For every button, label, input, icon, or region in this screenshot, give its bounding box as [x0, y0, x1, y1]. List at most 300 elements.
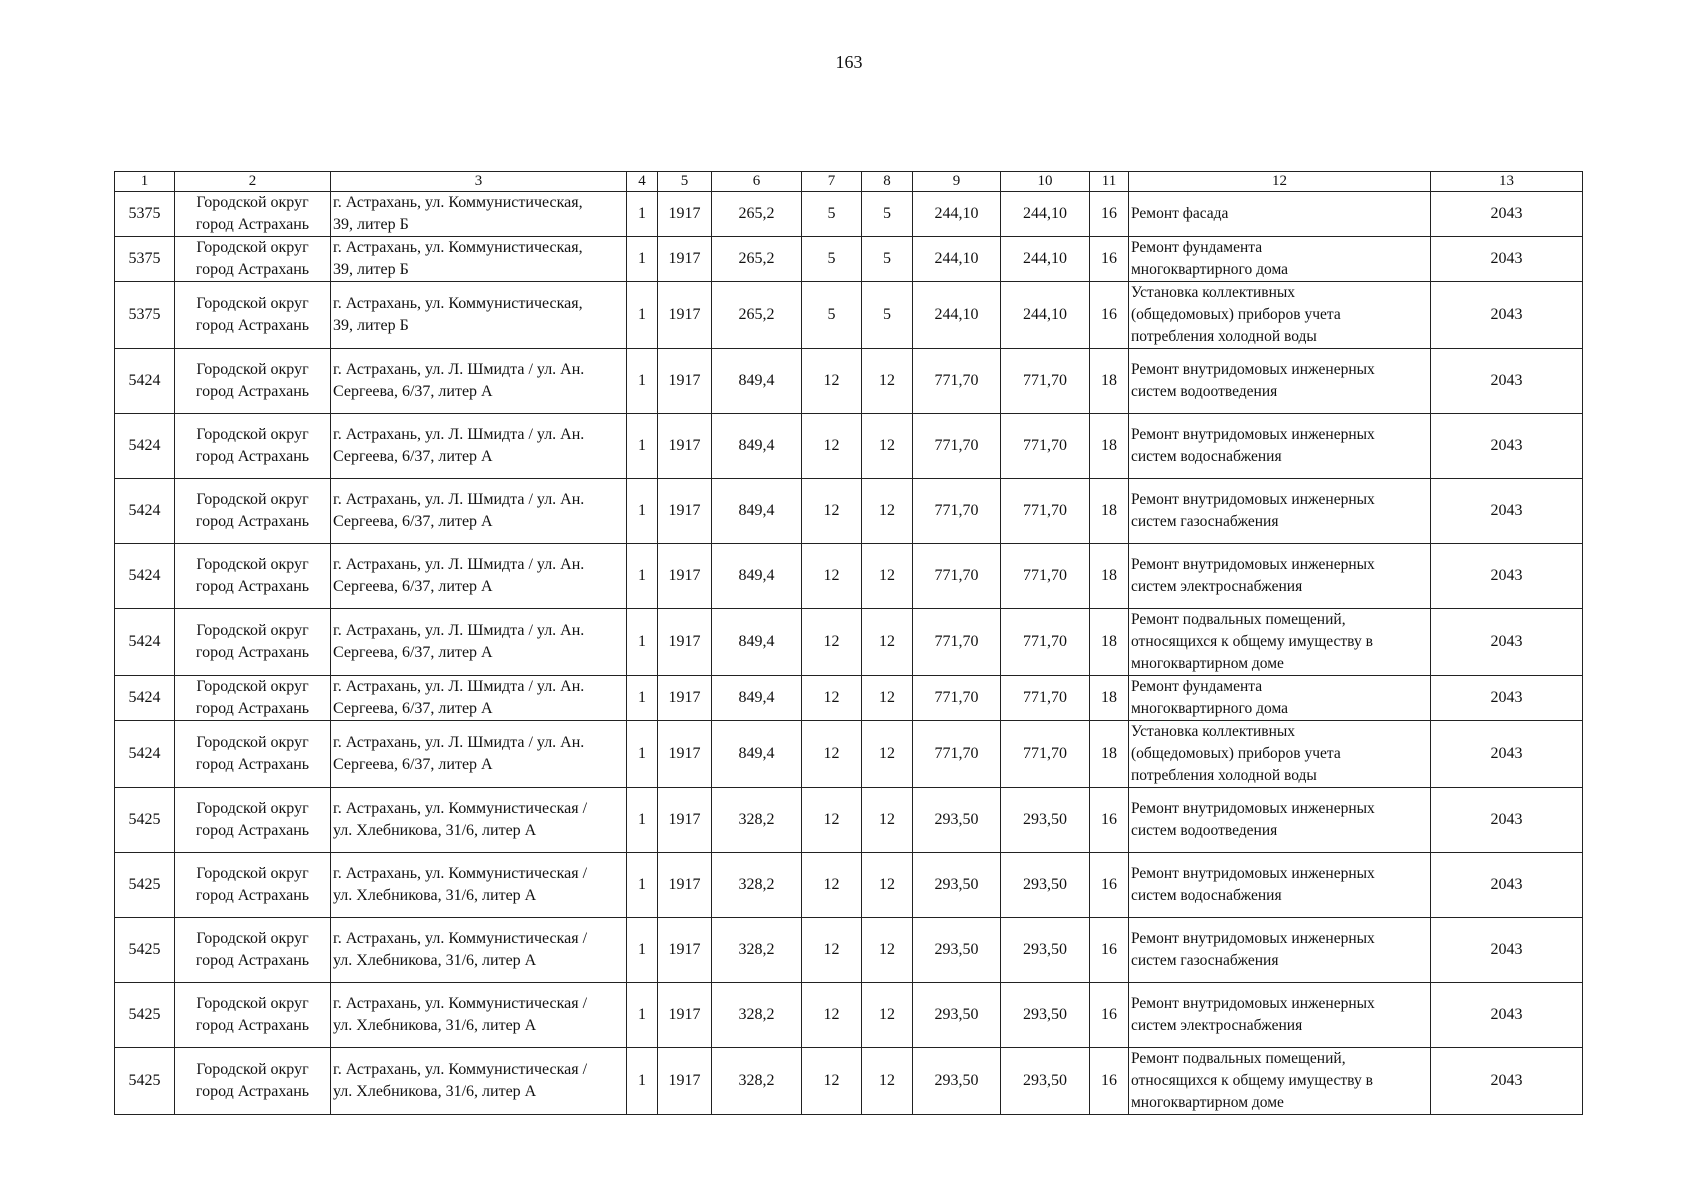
cell-col7: 12 [802, 544, 862, 609]
cell-municipality [175, 1048, 331, 1115]
column-header-2: 2 [175, 172, 331, 192]
cell-id: 5375 [115, 282, 175, 349]
table-row [115, 676, 1583, 721]
column-header-1: 1 [115, 172, 175, 192]
cell-year: 1917 [658, 349, 712, 414]
cell-col4: 1 [627, 282, 658, 349]
cell-area: 849,4 [712, 609, 802, 676]
cell-year: 1917 [658, 282, 712, 349]
cell-municipality-line: город Астрахань [195, 756, 310, 773]
column-number-row [115, 172, 1583, 192]
cell-work-type [1129, 721, 1431, 788]
cell-address [331, 192, 627, 237]
capital-repair-table [114, 171, 1583, 1115]
cell-col7: 12 [802, 479, 862, 544]
cell-work-type [1129, 676, 1431, 721]
cell-col4: 1 [627, 788, 658, 853]
cell-id: 5424 [115, 676, 175, 721]
cell-work-type-line: Ремонт внутридомовых инженерных [1131, 556, 1375, 573]
cell-work-type-line: Ремонт внутридомовых инженерных [1131, 865, 1375, 882]
cell-municipality-line: Городской округ [196, 734, 309, 751]
cell-col11: 16 [1090, 788, 1129, 853]
cell-col10: 244,10 [1001, 282, 1090, 349]
cell-id: 5424 [115, 721, 175, 788]
cell-address-line: 39, литер Б [333, 216, 409, 233]
cell-col10: 293,50 [1001, 1048, 1090, 1115]
cell-address-line: г. Астрахань, ул. Л. Шмидта / ул. Ан. [333, 426, 585, 443]
cell-municipality-line: Городской округ [196, 361, 309, 378]
cell-col8: 12 [862, 349, 913, 414]
cell-work-type-line: потребления холодной воды [1131, 767, 1317, 784]
table-row [115, 721, 1583, 788]
cell-col13: 2043 [1431, 918, 1583, 983]
column-header-6: 6 [712, 172, 802, 192]
cell-municipality [175, 479, 331, 544]
cell-municipality [175, 983, 331, 1048]
cell-municipality [175, 237, 331, 282]
cell-col10: 771,70 [1001, 676, 1090, 721]
cell-municipality-line: Городской округ [196, 930, 309, 947]
cell-work-type-line: систем водоснабжения [1131, 448, 1282, 465]
cell-municipality-line: Городской округ [196, 426, 309, 443]
cell-col13: 2043 [1431, 237, 1583, 282]
cell-col9: 771,70 [913, 721, 1001, 788]
cell-col11: 16 [1090, 192, 1129, 237]
cell-address [331, 609, 627, 676]
cell-col11: 16 [1090, 853, 1129, 918]
cell-col4: 1 [627, 349, 658, 414]
cell-year: 1917 [658, 721, 712, 788]
table-row [115, 544, 1583, 609]
cell-work-type [1129, 918, 1431, 983]
cell-col7: 12 [802, 1048, 862, 1115]
cell-col13: 2043 [1431, 282, 1583, 349]
cell-work-type-line: систем электроснабжения [1131, 578, 1303, 595]
cell-col4: 1 [627, 853, 658, 918]
column-header-5: 5 [658, 172, 712, 192]
cell-col8: 5 [862, 237, 913, 282]
cell-work-type-line: Установка коллективных [1131, 723, 1296, 740]
cell-municipality-line: город Астрахань [195, 261, 310, 278]
cell-work-type-line: Ремонт внутридомовых инженерных [1131, 930, 1375, 947]
cell-address-line: Сергеева, 6/37, литер А [333, 644, 493, 661]
cell-municipality-line: Городской округ [196, 995, 309, 1012]
cell-col4: 1 [627, 721, 658, 788]
cell-address-line: г. Астрахань, ул. Л. Шмидта / ул. Ан. [333, 556, 585, 573]
cell-id: 5424 [115, 414, 175, 479]
table-row [115, 983, 1583, 1048]
cell-work-type [1129, 414, 1431, 479]
cell-area: 328,2 [712, 918, 802, 983]
cell-area: 849,4 [712, 721, 802, 788]
table-row [115, 1048, 1583, 1115]
cell-work-type-line: (общедомовых) приборов учета [1131, 745, 1341, 762]
cell-address-line: г. Астрахань, ул. Коммунистическая / [333, 865, 588, 882]
cell-col8: 12 [862, 983, 913, 1048]
cell-address-line: г. Астрахань, ул. Л. Шмидта / ул. Ан. [333, 678, 585, 695]
table-row [115, 918, 1583, 983]
cell-col13: 2043 [1431, 414, 1583, 479]
cell-id: 5375 [115, 192, 175, 237]
column-header-12: 12 [1129, 172, 1431, 192]
cell-col8: 12 [862, 918, 913, 983]
cell-municipality [175, 676, 331, 721]
cell-municipality-line: город Астрахань [195, 952, 310, 969]
cell-work-type-line: (общедомовых) приборов учета [1131, 306, 1341, 323]
cell-col11: 18 [1090, 676, 1129, 721]
cell-col8: 12 [862, 676, 913, 721]
table-row [115, 788, 1583, 853]
cell-area: 849,4 [712, 349, 802, 414]
cell-area: 849,4 [712, 414, 802, 479]
table-body [115, 192, 1583, 1115]
cell-col11: 16 [1090, 282, 1129, 349]
page-number: 163 [835, 52, 863, 72]
cell-address-line: г. Астрахань, ул. Л. Шмидта / ул. Ан. [333, 361, 585, 378]
cell-col7: 12 [802, 349, 862, 414]
table-row [115, 853, 1583, 918]
cell-col8: 5 [862, 192, 913, 237]
cell-id: 5424 [115, 349, 175, 414]
cell-col4: 1 [627, 192, 658, 237]
cell-municipality-line: город Астрахань [195, 887, 310, 904]
cell-col13: 2043 [1431, 788, 1583, 853]
cell-address-line: Сергеева, 6/37, литер А [333, 383, 493, 400]
cell-address [331, 414, 627, 479]
cell-address-line: Сергеева, 6/37, литер А [333, 513, 493, 530]
cell-municipality-line: город Астрахань [195, 383, 310, 400]
cell-work-type-line: многоквартирного дома [1131, 261, 1289, 278]
table-row [115, 237, 1583, 282]
cell-municipality-line: Городской округ [196, 678, 309, 695]
cell-col10: 771,70 [1001, 414, 1090, 479]
cell-col10: 771,70 [1001, 544, 1090, 609]
cell-col10: 771,70 [1001, 721, 1090, 788]
cell-id: 5424 [115, 479, 175, 544]
cell-area: 265,2 [712, 237, 802, 282]
cell-address-line: г. Астрахань, ул. Л. Шмидта / ул. Ан. [333, 622, 585, 639]
cell-municipality [175, 349, 331, 414]
table-row [115, 414, 1583, 479]
cell-address-line: 39, литер Б [333, 317, 409, 334]
cell-id: 5424 [115, 609, 175, 676]
cell-address [331, 237, 627, 282]
cell-id: 5375 [115, 237, 175, 282]
cell-municipality-line: город Астрахань [195, 317, 310, 334]
cell-work-type [1129, 983, 1431, 1048]
cell-municipality-line: Городской округ [196, 622, 309, 639]
cell-work-type-line: многоквартирного дома [1131, 700, 1289, 717]
cell-col4: 1 [627, 544, 658, 609]
cell-col9: 771,70 [913, 676, 1001, 721]
cell-year: 1917 [658, 414, 712, 479]
cell-work-type-line: систем газоснабжения [1131, 952, 1279, 969]
cell-municipality [175, 853, 331, 918]
cell-col10: 244,10 [1001, 192, 1090, 237]
cell-address-line: ул. Хлебникова, 31/6, литер А [333, 822, 537, 839]
cell-municipality-line: Городской округ [196, 865, 309, 882]
cell-col11: 18 [1090, 349, 1129, 414]
cell-col8: 5 [862, 282, 913, 349]
cell-municipality-line: Городской округ [196, 1061, 309, 1078]
cell-municipality [175, 282, 331, 349]
column-header-11: 11 [1090, 172, 1129, 192]
cell-col8: 12 [862, 721, 913, 788]
cell-col9: 244,10 [913, 192, 1001, 237]
cell-year: 1917 [658, 479, 712, 544]
cell-municipality-line: город Астрахань [195, 448, 310, 465]
cell-work-type-line: Ремонт внутридомовых инженерных [1131, 361, 1375, 378]
cell-municipality-line: город Астрахань [195, 578, 310, 595]
cell-work-type-line: Ремонт внутридомовых инженерных [1131, 995, 1375, 1012]
cell-address-line: г. Астрахань, ул. Коммунистическая / [333, 930, 588, 947]
cell-work-type-line: Ремонт внутридомовых инженерных [1131, 800, 1375, 817]
cell-col9: 244,10 [913, 282, 1001, 349]
cell-col13: 2043 [1431, 1048, 1583, 1115]
cell-area: 849,4 [712, 479, 802, 544]
cell-year: 1917 [658, 788, 712, 853]
cell-col9: 771,70 [913, 609, 1001, 676]
cell-col9: 771,70 [913, 349, 1001, 414]
cell-col9: 244,10 [913, 237, 1001, 282]
cell-year: 1917 [658, 918, 712, 983]
cell-col8: 12 [862, 609, 913, 676]
cell-id: 5425 [115, 853, 175, 918]
cell-col9: 293,50 [913, 983, 1001, 1048]
cell-address [331, 282, 627, 349]
cell-work-type-line: систем газоснабжения [1131, 513, 1279, 530]
cell-col4: 1 [627, 414, 658, 479]
cell-address-line: г. Астрахань, ул. Коммунистическая, [333, 194, 583, 211]
cell-col4: 1 [627, 918, 658, 983]
column-header-8: 8 [862, 172, 913, 192]
cell-address-line: ул. Хлебникова, 31/6, литер А [333, 1083, 537, 1100]
cell-year: 1917 [658, 609, 712, 676]
cell-municipality-line: Городской округ [196, 556, 309, 573]
cell-col11: 16 [1090, 983, 1129, 1048]
cell-address-line: г. Астрахань, ул. Л. Шмидта / ул. Ан. [333, 491, 585, 508]
cell-address-line: ул. Хлебникова, 31/6, литер А [333, 1017, 537, 1034]
cell-municipality [175, 544, 331, 609]
cell-col7: 12 [802, 788, 862, 853]
cell-col11: 18 [1090, 544, 1129, 609]
cell-col7: 5 [802, 237, 862, 282]
cell-id: 5425 [115, 918, 175, 983]
cell-address [331, 1048, 627, 1115]
cell-work-type-line: Ремонт подвальных помещений, [1131, 1050, 1346, 1067]
cell-address-line: г. Астрахань, ул. Коммунистическая / [333, 800, 588, 817]
cell-address-line: Сергеева, 6/37, литер А [333, 448, 493, 465]
cell-work-type-line: Ремонт внутридомовых инженерных [1131, 491, 1375, 508]
cell-col11: 16 [1090, 1048, 1129, 1115]
table-row [115, 282, 1583, 349]
cell-work-type-line: потребления холодной воды [1131, 328, 1317, 345]
cell-col11: 18 [1090, 609, 1129, 676]
cell-address [331, 544, 627, 609]
cell-col7: 12 [802, 676, 862, 721]
cell-work-type-line: систем водоотведения [1131, 383, 1278, 400]
cell-municipality-line: Городской округ [196, 194, 309, 211]
column-header-9: 9 [913, 172, 1001, 192]
cell-col9: 293,50 [913, 918, 1001, 983]
cell-id: 5425 [115, 788, 175, 853]
cell-col11: 16 [1090, 918, 1129, 983]
cell-address-line: г. Астрахань, ул. Коммунистическая, [333, 239, 583, 256]
column-header-3: 3 [331, 172, 627, 192]
cell-col13: 2043 [1431, 609, 1583, 676]
cell-year: 1917 [658, 853, 712, 918]
cell-address [331, 721, 627, 788]
column-header-10: 10 [1001, 172, 1090, 192]
cell-municipality-line: город Астрахань [195, 216, 310, 233]
cell-address [331, 349, 627, 414]
cell-work-type [1129, 349, 1431, 414]
cell-col10: 293,50 [1001, 983, 1090, 1048]
cell-address [331, 788, 627, 853]
cell-municipality-line: Городской округ [196, 800, 309, 817]
cell-col4: 1 [627, 676, 658, 721]
cell-col8: 12 [862, 544, 913, 609]
cell-col4: 1 [627, 237, 658, 282]
cell-col8: 12 [862, 1048, 913, 1115]
cell-col10: 244,10 [1001, 237, 1090, 282]
cell-municipality-line: город Астрахань [195, 822, 310, 839]
cell-id: 5424 [115, 544, 175, 609]
cell-work-type-line: систем водоснабжения [1131, 887, 1282, 904]
cell-col8: 12 [862, 414, 913, 479]
cell-col11: 16 [1090, 237, 1129, 282]
cell-col13: 2043 [1431, 853, 1583, 918]
cell-area: 328,2 [712, 788, 802, 853]
cell-work-type-line: систем водоотведения [1131, 822, 1278, 839]
cell-municipality-line: город Астрахань [195, 1017, 310, 1034]
cell-col10: 293,50 [1001, 788, 1090, 853]
cell-col8: 12 [862, 479, 913, 544]
cell-address-line: ул. Хлебникова, 31/6, литер А [333, 952, 537, 969]
cell-area: 849,4 [712, 676, 802, 721]
cell-col11: 18 [1090, 479, 1129, 544]
cell-work-type-line: относящихся к общему имуществу в [1131, 633, 1373, 650]
cell-id: 5425 [115, 1048, 175, 1115]
cell-work-type [1129, 609, 1431, 676]
cell-work-type [1129, 544, 1431, 609]
table-row [115, 479, 1583, 544]
cell-col9: 293,50 [913, 788, 1001, 853]
cell-work-type [1129, 479, 1431, 544]
cell-work-type [1129, 853, 1431, 918]
cell-municipality-line: Городской округ [196, 295, 309, 312]
cell-col7: 12 [802, 983, 862, 1048]
cell-year: 1917 [658, 237, 712, 282]
cell-col13: 2043 [1431, 479, 1583, 544]
cell-area: 328,2 [712, 853, 802, 918]
cell-municipality-line: город Астрахань [195, 1083, 310, 1100]
cell-work-type [1129, 788, 1431, 853]
cell-year: 1917 [658, 1048, 712, 1115]
cell-col4: 1 [627, 983, 658, 1048]
cell-work-type [1129, 1048, 1431, 1115]
cell-col10: 771,70 [1001, 609, 1090, 676]
cell-id: 5425 [115, 983, 175, 1048]
cell-address-line: г. Астрахань, ул. Коммунистическая / [333, 1061, 588, 1078]
cell-work-type-line: Ремонт фасада [1131, 205, 1229, 222]
cell-municipality-line: город Астрахань [195, 513, 310, 530]
cell-area: 328,2 [712, 1048, 802, 1115]
cell-col9: 771,70 [913, 414, 1001, 479]
cell-address-line: г. Астрахань, ул. Коммунистическая, [333, 295, 583, 312]
cell-address-line: г. Астрахань, ул. Коммунистическая / [333, 995, 588, 1012]
cell-work-type-line: Ремонт фундамента [1131, 239, 1263, 256]
cell-address [331, 676, 627, 721]
cell-col4: 1 [627, 1048, 658, 1115]
cell-address [331, 853, 627, 918]
cell-col7: 5 [802, 192, 862, 237]
cell-municipality-line: Городской округ [196, 491, 309, 508]
cell-work-type [1129, 192, 1431, 237]
cell-year: 1917 [658, 983, 712, 1048]
cell-municipality-line: город Астрахань [195, 644, 310, 661]
cell-address-line: ул. Хлебникова, 31/6, литер А [333, 887, 537, 904]
cell-col8: 12 [862, 853, 913, 918]
cell-col13: 2043 [1431, 544, 1583, 609]
cell-col7: 12 [802, 414, 862, 479]
cell-municipality [175, 609, 331, 676]
cell-year: 1917 [658, 676, 712, 721]
column-header-4: 4 [627, 172, 658, 192]
cell-work-type-line: многоквартирном доме [1131, 1094, 1284, 1111]
cell-work-type [1129, 282, 1431, 349]
cell-area: 265,2 [712, 282, 802, 349]
cell-address-line: г. Астрахань, ул. Л. Шмидта / ул. Ан. [333, 734, 585, 751]
cell-col10: 771,70 [1001, 479, 1090, 544]
cell-col7: 12 [802, 918, 862, 983]
cell-work-type-line: относящихся к общему имуществу в [1131, 1072, 1373, 1089]
cell-col7: 12 [802, 721, 862, 788]
cell-work-type-line: многоквартирном доме [1131, 655, 1284, 672]
cell-municipality-line: город Астрахань [195, 700, 310, 717]
cell-municipality [175, 721, 331, 788]
cell-col9: 293,50 [913, 1048, 1001, 1115]
cell-col4: 1 [627, 609, 658, 676]
column-header-7: 7 [802, 172, 862, 192]
cell-area: 265,2 [712, 192, 802, 237]
cell-col4: 1 [627, 479, 658, 544]
cell-work-type-line: Ремонт подвальных помещений, [1131, 611, 1346, 628]
cell-address [331, 983, 627, 1048]
cell-col11: 18 [1090, 721, 1129, 788]
cell-work-type-line: Ремонт фундамента [1131, 678, 1263, 695]
cell-work-type-line: систем электроснабжения [1131, 1017, 1303, 1034]
cell-col11: 18 [1090, 414, 1129, 479]
cell-municipality [175, 192, 331, 237]
cell-municipality-line: Городской округ [196, 239, 309, 256]
cell-col10: 771,70 [1001, 349, 1090, 414]
cell-address-line: 39, литер Б [333, 261, 409, 278]
cell-municipality [175, 414, 331, 479]
cell-col10: 293,50 [1001, 853, 1090, 918]
cell-col9: 293,50 [913, 853, 1001, 918]
cell-address-line: Сергеева, 6/37, литер А [333, 578, 493, 595]
cell-col13: 2043 [1431, 721, 1583, 788]
cell-work-type-line: Ремонт внутридомовых инженерных [1131, 426, 1375, 443]
cell-work-type-line: Установка коллективных [1131, 284, 1296, 301]
cell-col7: 5 [802, 282, 862, 349]
cell-col7: 12 [802, 609, 862, 676]
cell-col13: 2043 [1431, 676, 1583, 721]
cell-municipality [175, 918, 331, 983]
cell-col7: 12 [802, 853, 862, 918]
cell-address-line: Сергеева, 6/37, литер А [333, 700, 493, 717]
